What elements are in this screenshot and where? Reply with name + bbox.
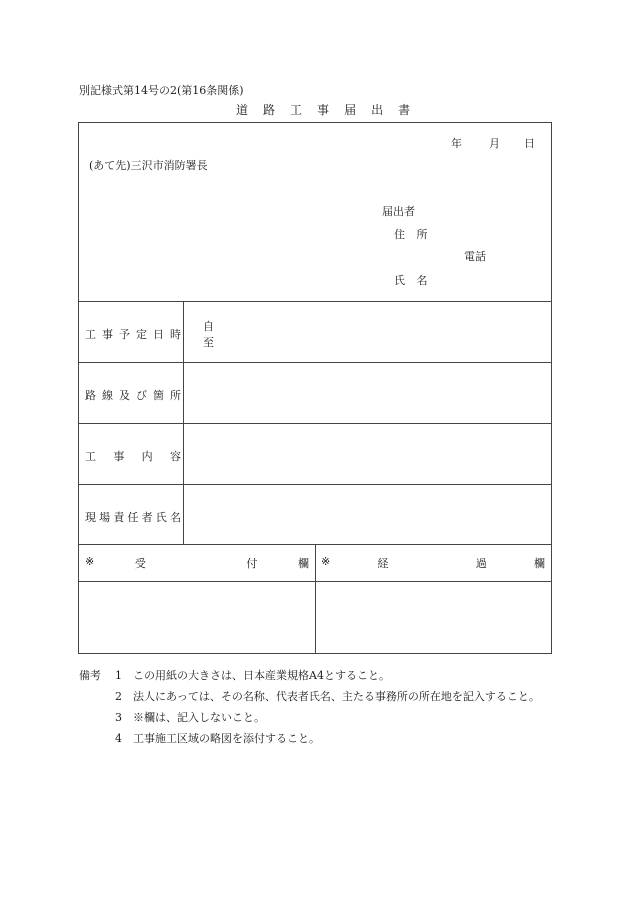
label-char: 者: [141, 511, 153, 524]
remark-item: [79, 707, 540, 728]
remark-text: ※欄は、記入しないこと。: [133, 711, 265, 724]
label-char: 工: [85, 328, 96, 341]
addressee: (あて先)三沢市消防署長: [89, 159, 208, 172]
title-char: 工: [290, 103, 303, 117]
label-char: 及: [119, 389, 130, 402]
column-divider: [183, 301, 184, 544]
label-char: 日: [153, 328, 164, 341]
form-code: 別記様式第14号の2(第16条関係): [79, 84, 244, 97]
route-label: [85, 387, 181, 403]
remark-text: 工事施工区域の略図を添付すること。: [133, 732, 320, 745]
divider: [79, 301, 551, 302]
label-char: 予: [119, 328, 130, 341]
label-char: 線: [102, 389, 113, 402]
remark-item: [79, 728, 540, 749]
label-char: 所: [170, 389, 181, 402]
remarks-heading: 備考: [79, 669, 101, 682]
title-char: 道: [236, 103, 249, 117]
remark-number: 2: [115, 690, 122, 703]
label-char: 名: [169, 511, 181, 524]
remark-number: 3: [115, 711, 122, 724]
form-table: [78, 122, 552, 654]
remark-text: 法人にあっては、その名称、代表者氏名、主たる事務所の所在地を記入すること。: [133, 690, 540, 703]
name-label: 氏 名: [394, 274, 428, 287]
column-divider: [315, 544, 316, 654]
label-char: 時: [170, 328, 181, 341]
remark-item: [79, 686, 540, 707]
label-char: 工: [85, 450, 96, 463]
remark-text: この用紙の大きさは、日本産業規格A4とすること。: [133, 669, 390, 682]
applicant-label: 届出者: [382, 205, 415, 218]
label-char: 任: [127, 511, 139, 524]
divider: [79, 484, 551, 485]
label-char: 定: [136, 328, 147, 341]
reception-header: [85, 555, 309, 571]
title-char: 届: [344, 103, 357, 117]
header-char: 過: [475, 557, 487, 570]
schedule-label: [85, 326, 181, 342]
remarks: [79, 665, 540, 749]
date-month: 月: [489, 137, 500, 150]
supervisor-label: [85, 509, 181, 525]
label-char: 内: [141, 450, 153, 463]
schedule-to: 至: [203, 336, 214, 349]
label-char: 容: [169, 450, 181, 463]
note-mark: ※: [321, 555, 331, 568]
header-char: 付: [246, 557, 258, 570]
label-char: び: [136, 389, 147, 402]
divider: [79, 423, 551, 424]
remark-number: 1: [115, 669, 122, 682]
header-char: 欄: [298, 557, 309, 570]
label-char: 氏: [155, 511, 167, 524]
title-char: 路: [263, 103, 276, 117]
remark-item: [79, 665, 540, 686]
label-char: 事: [113, 450, 125, 463]
phone-label: 電話: [464, 250, 486, 263]
title-char: 出: [371, 103, 384, 117]
note-mark: ※: [85, 555, 95, 568]
schedule-from: 自: [203, 320, 214, 333]
header-char: 経: [377, 557, 389, 570]
divider: [79, 362, 551, 363]
label-char: 現: [85, 511, 96, 524]
title-char: 書: [398, 103, 411, 117]
title-char: 事: [317, 103, 330, 117]
address-label: 住 所: [394, 228, 428, 241]
label-char: 場: [99, 511, 111, 524]
label-char: 事: [102, 328, 113, 341]
header-char: 欄: [533, 557, 545, 570]
progress-header: [321, 555, 545, 571]
date-year: 年: [451, 137, 462, 150]
label-char: 責: [113, 511, 125, 524]
header-char: 受: [134, 557, 146, 570]
document-title: [236, 101, 410, 118]
label-char: 路: [85, 389, 96, 402]
content-label: [85, 448, 181, 464]
remark-number: 4: [115, 732, 122, 745]
label-char: 箇: [153, 389, 164, 402]
date-day: 日: [524, 137, 535, 150]
